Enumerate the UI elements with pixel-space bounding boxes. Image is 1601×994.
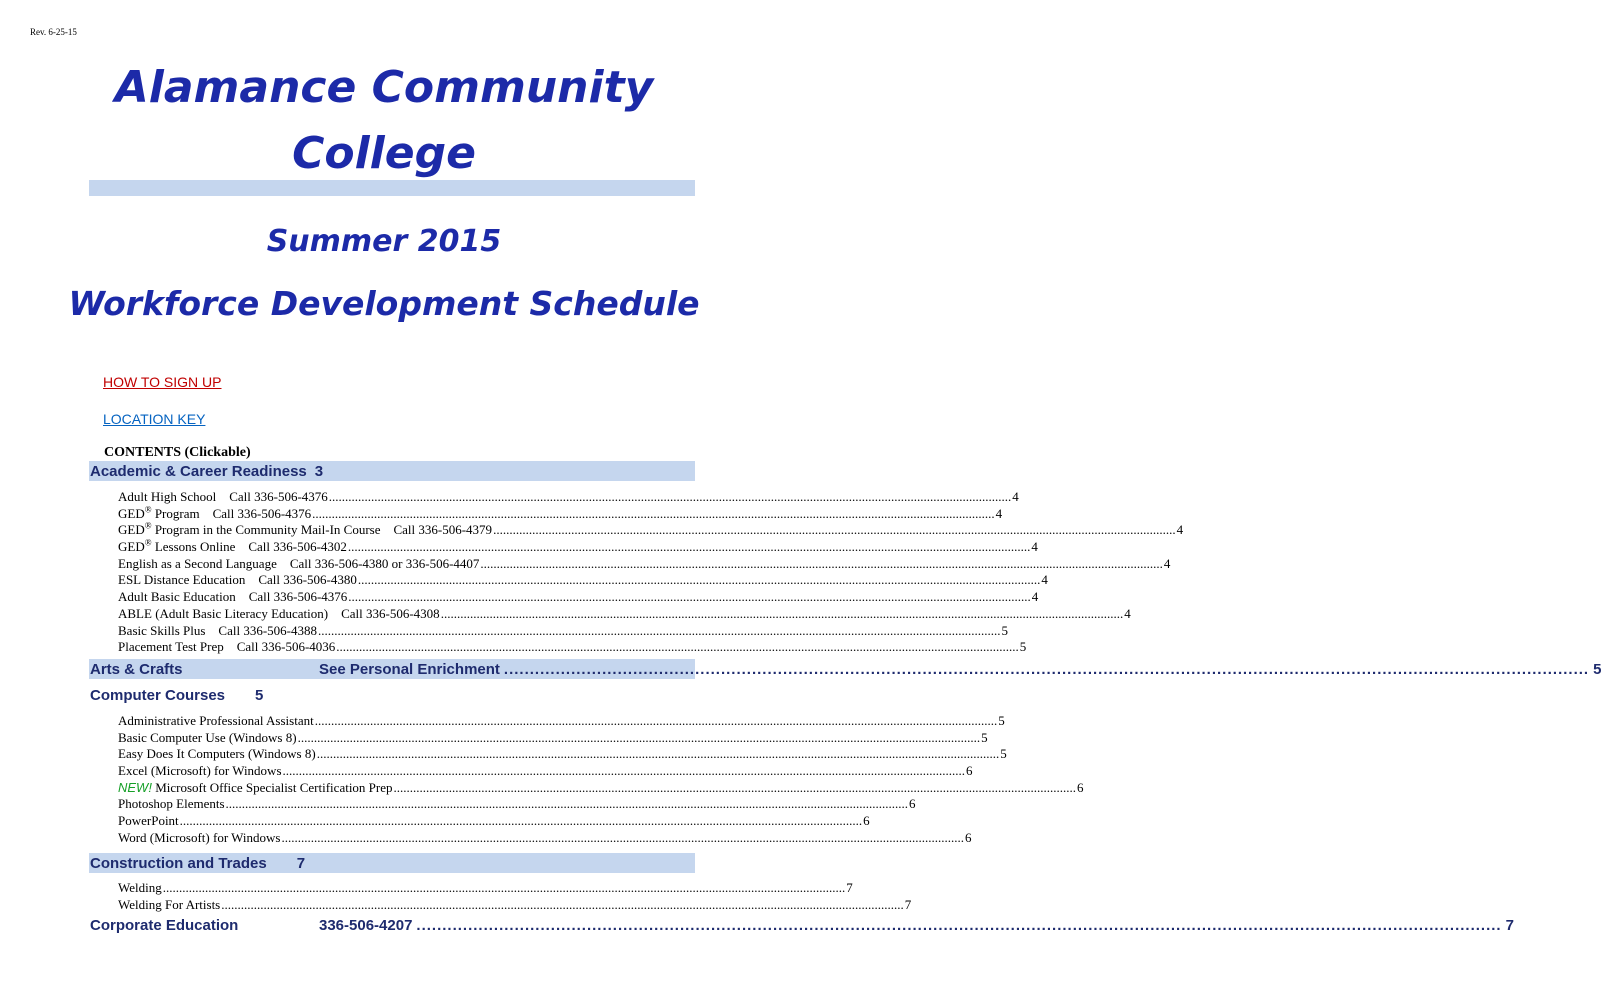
dot-leader: .................................................................................................................................................................................................................. [440,605,1124,621]
schedule-title: Workforce Development Schedule [68,284,700,323]
title-line-1: Alamance Community [114,62,654,113]
toc-entry-page: 6 [964,829,972,845]
how-to-sign-up-link[interactable]: HOW TO SIGN UP [103,374,222,390]
toc-entry[interactable] [118,763,973,780]
toc-entry[interactable] [118,537,1038,556]
toc-entry-page: 5 [1000,746,1007,762]
toc-entry-text: ESL Distance Education Call 336-506-4380 [118,572,357,588]
toc-entry-text: Welding For Artists [118,896,221,912]
toc-entry-page: 4 [1124,605,1131,621]
term-title: Summer 2015 [266,224,502,259]
toc-entry-text: GED® Program Call 336-506-4376 [118,504,312,521]
toc-entry-page: 4 [1041,572,1048,588]
toc-entry-page: 6 [966,763,973,779]
toc-entry-text: Word (Microsoft) for Windows [118,829,281,845]
toc-entry-page: 4 [1031,539,1038,555]
section-corporate[interactable] [89,915,1514,935]
toc-entry-label [118,572,357,589]
revision-date: Rev. 6-25-15 [30,27,77,37]
title-divider [89,180,695,196]
toc-entry-label [118,780,393,797]
toc-entry-page: 4 [1012,489,1019,504]
title-line-2: College [292,128,476,179]
toc-entry-text: Administrative Professional Assistant [118,713,314,728]
toc-entry-label [118,589,347,606]
section-name: Corporate Education [90,916,239,934]
toc-entry-label [118,813,179,830]
toc-entry[interactable] [118,779,1084,797]
section-construction[interactable] [89,853,695,873]
toc-entry-label [118,796,225,813]
toc-entry-text: Microsoft Office Specialist Certification Prep [155,779,393,795]
toc-entry[interactable] [118,796,916,813]
new-badge: NEW! [118,779,152,795]
dot-leader: .................................................................................................................................................................................................................. [503,660,1590,678]
dot-leader: .................................................................................................................................................................................................................. [347,539,1031,555]
section-note: 336-506-4207 [319,916,413,934]
dot-leader: .................................................................................................................................................................................................................. [314,713,998,728]
toc-entry[interactable] [118,589,1039,606]
toc-entry-label [118,623,317,640]
dot-leader: .................................................................................................................................................................................................................. [416,916,1502,934]
toc-entry[interactable] [118,729,988,747]
toc-entry[interactable] [118,521,1184,539]
toc-entry-text: Adult High School Call 336-506-4376 [118,489,328,504]
section-note: See Personal Enrichment [319,660,500,678]
toc-entry-text: GED® Lessons Online Call 336-506-4302 [118,537,347,555]
toc-entry-text: ABLE (Adult Basic Literacy Education) Call 336-506-4308 [118,605,440,621]
toc-entry-text: Easy Does It Computers (Windows 8) [118,746,316,762]
toc-entry-label [118,606,440,623]
section-arts[interactable] [89,659,1601,679]
toc-entry[interactable] [118,713,1005,730]
toc-entry-text: Placement Test Prep Call 336-506-4036 [118,639,336,655]
contents-heading: CONTENTS (Clickable) [104,445,251,460]
toc-entry-label [118,730,297,747]
toc-entry[interactable] [118,896,912,914]
toc-entry[interactable] [118,605,1131,623]
section-name: Academic & Career Readiness [90,462,307,480]
toc-entry[interactable] [118,572,1048,589]
toc-entry-label [118,763,282,780]
dot-leader: .................................................................................................................................................................................................................. [316,746,1000,762]
section-name: Construction and Trades [90,854,267,872]
toc-entry[interactable] [118,489,1019,506]
toc-entry-label [118,746,316,763]
toc-entry-page: 5 [981,729,988,745]
toc-entry-page: 7 [846,880,853,895]
dot-leader: .................................................................................................................................................................................................................. [312,505,995,521]
dot-leader: .................................................................................................................................................................................................................. [282,763,966,779]
toc-entry-label [118,830,280,847]
dot-leader: .................................................................................................................................................................................................................. [357,572,1041,588]
toc-entry-page: 7 [904,896,912,912]
dot-leader: .................................................................................................................................................................................................................. [480,555,1163,571]
toc-entry-page: 4 [1176,522,1184,538]
toc-entry-label [118,713,314,730]
toc-entry[interactable] [118,555,1171,573]
toc-academic [118,489,1184,656]
toc-entry-text: Basic Computer Use (Windows 8) [118,729,297,745]
dot-leader: .................................................................................................................................................................................................................. [336,639,1019,655]
section-page: 5 [1593,660,1601,678]
section-name: Arts & Crafts [90,660,183,678]
toc-entry-text: Photoshop Elements [118,796,225,812]
toc-entry-page: 5 [1019,639,1027,655]
toc-entry-page: 4 [1031,589,1039,605]
section-name: Computer Courses [90,686,226,704]
toc-entry-label [118,556,479,573]
toc-entry-page: 4 [1163,555,1171,571]
section-academic[interactable] [89,461,695,481]
toc-entry-page: 5 [998,713,1005,728]
location-key-link[interactable]: LOCATION KEY [103,411,206,427]
toc-entry-label [118,639,335,656]
toc-entry-label [118,506,311,523]
dot-leader: .................................................................................................................................................................................................................. [493,522,1176,538]
toc-entry-page: 4 [995,505,1003,521]
toc-entry[interactable] [118,622,1008,640]
dot-leader: .................................................................................................................................................................................................................. [162,880,846,895]
toc-entry-page: 5 [1001,622,1008,638]
section-computer[interactable] [89,685,695,705]
toc-entry-label [118,880,162,897]
dot-leader: .................................................................................................................................................................................................................. [225,796,909,812]
toc-entry-text: Basic Skills Plus Call 336-506-4388 [118,622,317,638]
toc-entry[interactable] [118,639,1027,656]
toc-entry[interactable] [118,829,972,847]
dot-leader: .................................................................................................................................................................................................................. [317,622,1001,638]
toc-entry-page: 6 [909,796,916,812]
toc-entry[interactable] [118,813,870,830]
toc-entry-label [118,539,347,556]
section-page: 5 [255,686,264,704]
toc-computer [118,713,1084,847]
toc-entry-text: Excel (Microsoft) for Windows [118,763,282,779]
toc-entry[interactable] [118,746,1007,763]
toc-entry-text: GED® Program in the Community Mail-In Course Call 336-506-4379 [118,521,493,538]
section-page: 3 [314,462,324,480]
dot-leader: .................................................................................................................................................................................................................. [348,589,1031,605]
dot-leader: .................................................................................................................................................................................................................. [328,489,1012,504]
section-page: 7 [1505,916,1514,934]
dot-leader: .................................................................................................................................................................................................................. [179,813,863,829]
toc-entry-text: English as a Second Language Call 336-506-4380 or 336-506-4407 [118,555,480,571]
dot-leader: .................................................................................................................................................................................................................. [221,896,904,912]
toc-construction [118,880,912,913]
toc-entry-label [118,897,220,914]
toc-entry-text: Adult Basic Education Call 336-506-4376 [118,589,348,605]
toc-entry-page: 6 [863,813,870,829]
toc-entry-label [118,489,328,506]
toc-entry[interactable] [118,504,1003,523]
toc-entry-text: PowerPoint [118,813,179,829]
toc-entry[interactable] [118,880,853,897]
toc-entry-text: Welding [118,880,162,895]
dot-leader: .................................................................................................................................................................................................................. [281,829,964,845]
section-page: 7 [296,854,306,872]
toc-entry-page: 6 [1077,779,1084,795]
toc-entry-label [118,522,492,539]
dot-leader: .................................................................................................................................................................................................................. [297,729,981,745]
dot-leader: .................................................................................................................................................................................................................. [393,779,1077,795]
